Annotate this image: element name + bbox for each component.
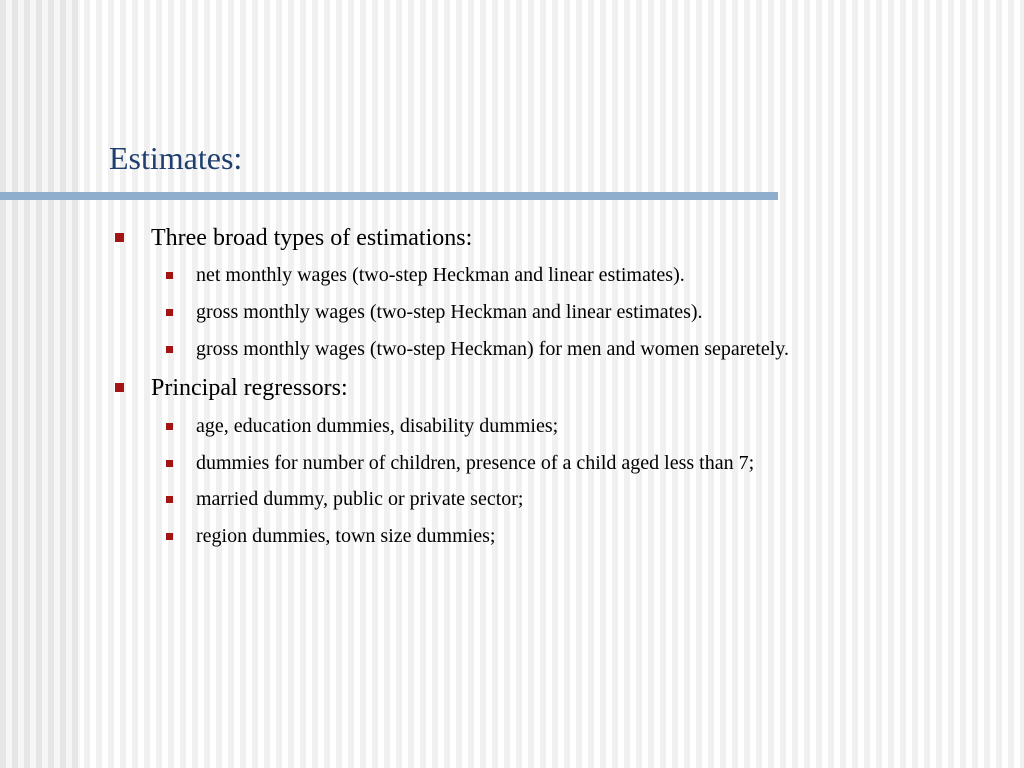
square-bullet-icon [166, 423, 173, 430]
slide-title: Estimates: [109, 140, 243, 176]
sub-bullet-item [196, 523, 495, 549]
sub-bullet-item [196, 262, 685, 288]
background-stripes [0, 0, 80, 768]
square-bullet-icon [166, 460, 173, 467]
sub-bullet-text: region dummies, town size dummies; [196, 525, 496, 547]
square-bullet-icon [166, 533, 173, 540]
sub-bullet-item [196, 450, 754, 476]
square-bullet-icon [115, 233, 124, 242]
bullet-text: Principal regressors: [151, 375, 348, 401]
bullet-item-estimation-types [151, 223, 472, 253]
sub-bullet-item [196, 413, 558, 439]
sub-bullet-item [196, 486, 524, 512]
square-bullet-icon [115, 383, 124, 392]
sub-bullet-text: net monthly wages (two-step Heckman and linear estimates). [196, 264, 685, 286]
sub-bullet-text: gross monthly wages (two-step Heckman) for men and women separetely. [196, 338, 789, 360]
square-bullet-icon [166, 309, 173, 316]
square-bullet-icon [166, 496, 173, 503]
bullet-item-principal-regressors [151, 373, 348, 403]
sub-bullet-text: gross monthly wages (two-step Heckman and linear estimates). [196, 301, 703, 323]
sub-bullet-text: age, education dummies, disability dummies; [196, 415, 559, 437]
bullet-text: Three broad types of estimations: [151, 225, 473, 251]
title-underline-bar [0, 192, 778, 200]
square-bullet-icon [166, 346, 173, 353]
sub-bullet-text: married dummy, public or private sector; [196, 488, 524, 510]
square-bullet-icon [166, 272, 173, 279]
sub-bullet-item [196, 336, 789, 362]
sub-bullet-text: dummies for number of children, presence of a child aged less than 7; [196, 452, 755, 474]
sub-bullet-item [196, 299, 703, 325]
